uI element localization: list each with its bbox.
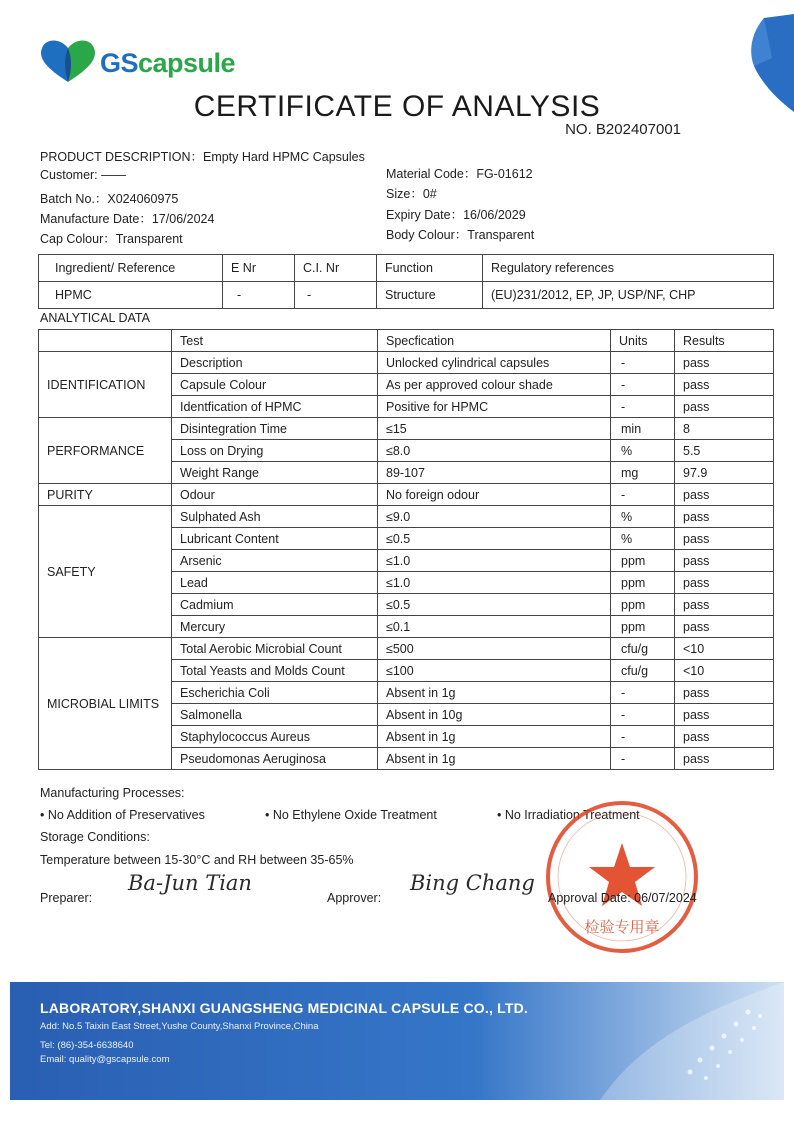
specification: ≤8.0 (378, 440, 611, 462)
preparer-label: Preparer: (40, 891, 93, 905)
test-name: Identfication of HPMC (172, 396, 378, 418)
specification: Absent in 1g (378, 748, 611, 770)
specification: ≤15 (378, 418, 611, 440)
units: - (611, 374, 675, 396)
result: 97.9 (675, 462, 774, 484)
specification: 89-107 (378, 462, 611, 484)
result: pass (675, 682, 774, 704)
product-description: PRODUCT DESCRIPTION：Empty Hard HPMC Capsules (40, 150, 365, 164)
ingredient-regulatory: (EU)231/2012, EP, JP, USP/NF, CHP (483, 282, 774, 309)
units: ppm (611, 616, 675, 638)
table-row (39, 506, 774, 528)
test-name: Capsule Colour (172, 374, 378, 396)
header-ci-nr: C.I. Nr (295, 255, 377, 282)
specification: ≤100 (378, 660, 611, 682)
specification: ≤0.5 (378, 594, 611, 616)
specification: No foreign odour (378, 484, 611, 506)
analytical-body (39, 352, 774, 770)
heart-logo-icon (41, 41, 95, 83)
group-name: SAFETY (39, 506, 172, 638)
logo-wordmark-gs: GS (100, 48, 139, 78)
units: min (611, 418, 675, 440)
test-name: Disintegration Time (172, 418, 378, 440)
test-name: Lubricant Content (172, 528, 378, 550)
result: <10 (675, 660, 774, 682)
storage-conditions: Temperature between 15-30°C and RH between 35-65% (40, 853, 354, 867)
table-row (39, 484, 774, 506)
material-code: Material Code：FG-01612 (386, 167, 533, 181)
result: <10 (675, 638, 774, 660)
specification: ≤1.0 (378, 550, 611, 572)
footer-email: Email: quality@gscapsule.com (40, 1054, 170, 1065)
test-name: Salmonella (172, 704, 378, 726)
ingredient-header-row (39, 255, 774, 282)
result: pass (675, 528, 774, 550)
group-name: PERFORMANCE (39, 418, 172, 484)
header-units: Units (611, 330, 675, 352)
test-name: Escherichia Coli (172, 682, 378, 704)
units: % (611, 528, 675, 550)
test-name: Arsenic (172, 550, 378, 572)
batch-no: Batch No.：X024060975 (40, 192, 179, 206)
process-item-preservatives: • No Addition of Preservatives (40, 808, 205, 822)
test-name: Lead (172, 572, 378, 594)
result: pass (675, 506, 774, 528)
process-item-irradiation: • No Irradiation Treatment (497, 808, 640, 822)
footer-company: LABORATORY,SHANXI GUANGSHENG MEDICINAL CAPSULE CO., LTD. (40, 1000, 528, 1016)
specification: Absent in 1g (378, 682, 611, 704)
ingredient-row (39, 282, 774, 309)
units: ppm (611, 572, 675, 594)
result: pass (675, 616, 774, 638)
header-e-nr: E Nr (223, 255, 295, 282)
specification: Positive for HPMC (378, 396, 611, 418)
approver-label: Approver: (327, 891, 382, 905)
test-name: Mercury (172, 616, 378, 638)
units: ppm (611, 594, 675, 616)
stamp-inner-text: 检验专用章 (584, 918, 660, 936)
group-name: IDENTIFICATION (39, 352, 172, 418)
table-row (39, 418, 774, 440)
test-name: Weight Range (172, 462, 378, 484)
test-name: Description (172, 352, 378, 374)
header-regulatory: Regulatory references (483, 255, 774, 282)
document-title: CERTIFICATE OF ANALYSIS (193, 90, 601, 123)
test-name: Total Yeasts and Molds Count (172, 660, 378, 682)
specification: As per approved colour shade (378, 374, 611, 396)
units: - (611, 682, 675, 704)
header-results: Results (675, 330, 774, 352)
analytical-data-label: ANALYTICAL DATA (40, 311, 150, 325)
specification: Absent in 1g (378, 726, 611, 748)
result: pass (675, 374, 774, 396)
expiry-date: Expiry Date：16/06/2029 (386, 208, 526, 222)
group-name: MICROBIAL LIMITS (39, 638, 172, 770)
body-colour: Body Colour：Transparent (386, 228, 535, 242)
result: pass (675, 484, 774, 506)
result: pass (675, 572, 774, 594)
result: pass (675, 726, 774, 748)
analytical-table (38, 329, 774, 770)
header-function: Function (377, 255, 483, 282)
storage-label: Storage Conditions: (40, 830, 150, 844)
header-group-empty (39, 330, 172, 352)
logo-wordmark-capsule: capsule (138, 48, 236, 78)
units: ppm (611, 550, 675, 572)
logo-wordmark (100, 48, 235, 79)
footer-address: Add: No.5 Taixin East Street,Yushe County,Shanxi Province,China (40, 1021, 319, 1032)
footer-tel: Tel: (86)-354-6638640 (40, 1040, 134, 1051)
test-name: Sulphated Ash (172, 506, 378, 528)
ingredient-function: Structure (377, 282, 483, 309)
manufacture-date: Manufacture Date：17/06/2024 (40, 212, 215, 226)
units: cfu/g (611, 660, 675, 682)
specification: ≤0.1 (378, 616, 611, 638)
header-test: Test (172, 330, 378, 352)
ingredient-ci-nr: - (295, 282, 377, 309)
approval-date: Approval Date: 06/07/2024 (548, 891, 697, 905)
result: pass (675, 352, 774, 374)
specification: ≤0.5 (378, 528, 611, 550)
test-name: Total Aerobic Microbial Count (172, 638, 378, 660)
units: - (611, 352, 675, 374)
header-ingredient: Ingredient/ Reference (39, 255, 223, 282)
group-name: PURITY (39, 484, 172, 506)
units: mg (611, 462, 675, 484)
red-star-seal-icon (542, 797, 702, 957)
units: - (611, 704, 675, 726)
specification: Absent in 10g (378, 704, 611, 726)
specification: ≤1.0 (378, 572, 611, 594)
result: pass (675, 396, 774, 418)
processes-label: Manufacturing Processes: (40, 786, 185, 800)
units: - (611, 748, 675, 770)
result: pass (675, 748, 774, 770)
analytical-header-row (39, 330, 774, 352)
units: % (611, 440, 675, 462)
test-name: Odour (172, 484, 378, 506)
table-row (39, 352, 774, 374)
units: - (611, 726, 675, 748)
cap-colour: Cap Colour：Transparent (40, 232, 183, 246)
certificate-number: NO. B202407001 (565, 121, 681, 138)
result: pass (675, 704, 774, 726)
ingredient-name: HPMC (39, 282, 223, 309)
result: pass (675, 550, 774, 572)
ingredient-e-nr: - (223, 282, 295, 309)
specification: Unlocked cylindrical capsules (378, 352, 611, 374)
units: % (611, 506, 675, 528)
ingredient-table (38, 254, 774, 309)
preparer-signature: Ba-Jun Tian (128, 871, 252, 895)
specification: ≤9.0 (378, 506, 611, 528)
specification: ≤500 (378, 638, 611, 660)
test-name: Staphylococcus Aureus (172, 726, 378, 748)
result: 5.5 (675, 440, 774, 462)
test-name: Cadmium (172, 594, 378, 616)
units: - (611, 396, 675, 418)
test-name: Pseudomonas Aeruginosa (172, 748, 378, 770)
units: - (611, 484, 675, 506)
approver-signature: Bing Chang (410, 871, 535, 895)
units: cfu/g (611, 638, 675, 660)
header-specification: Specfication (378, 330, 611, 352)
result: 8 (675, 418, 774, 440)
customer: Customer: —— (40, 168, 127, 182)
table-row (39, 638, 774, 660)
test-name: Loss on Drying (172, 440, 378, 462)
size: Size：0# (386, 187, 437, 201)
process-item-ethylene-oxide: • No Ethylene Oxide Treatment (265, 808, 437, 822)
result: pass (675, 594, 774, 616)
